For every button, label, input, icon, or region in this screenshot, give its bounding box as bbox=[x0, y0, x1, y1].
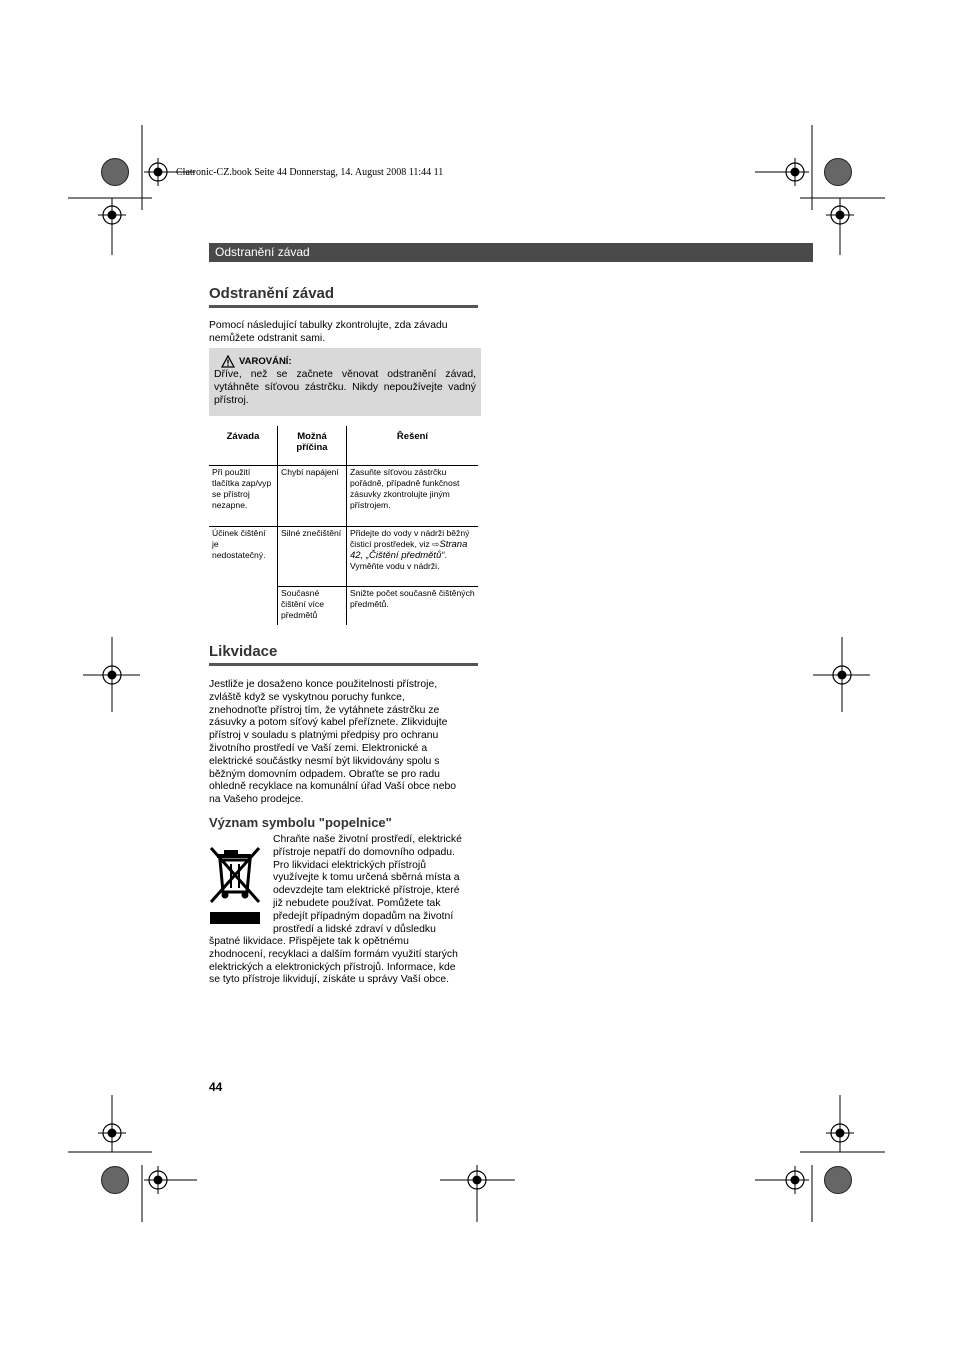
section-bar: Odstranění závad bbox=[209, 243, 813, 262]
text-line: elektrické součástky nesmí být likvidovány spolu s bbox=[209, 755, 440, 767]
text-line: na Vašeho prodejce. bbox=[209, 794, 304, 806]
col-header-cause: Možná příčina bbox=[278, 426, 347, 466]
text-line: zhodnocení, recyklaci a dalším formám využití starých bbox=[209, 948, 458, 960]
troubleshooting-table bbox=[209, 426, 478, 625]
symbol-heading: Význam symbolu "popelnice" bbox=[209, 815, 392, 830]
crossed-out-bin-icon bbox=[209, 844, 263, 926]
text-line: se tyto přístroje likvidují, získáte u správy Vaší obce. bbox=[209, 974, 450, 986]
text-line: předejít případným dopadům na životní bbox=[273, 910, 454, 922]
text-line: Pro likvidaci elektrických přístrojů bbox=[273, 859, 427, 871]
troubleshooting-intro: Pomocí následující tabulky zkontrolujte, zda závadu nemůžete odstranit sami. bbox=[209, 320, 448, 344]
cross-reference[interactable]: Strana 42, „Čištění předmětů“ bbox=[350, 539, 468, 561]
table-row bbox=[209, 527, 478, 587]
text-line: Jestliže je dosaženo konce použitelnosti přístroje, bbox=[209, 679, 438, 690]
text-line: špatné likvidace. Přispějete tak k opětnému bbox=[209, 936, 409, 947]
troubleshooting-heading: Odstranění závad bbox=[209, 285, 478, 308]
warning-title: VAROVÁNÍ: bbox=[239, 356, 292, 367]
page-number: 44 bbox=[209, 1080, 223, 1094]
cell-cause: Současné čištění více předmětů bbox=[278, 587, 347, 625]
cell-solution: Snižte počet současně čištěných předmětů. bbox=[347, 587, 479, 625]
table-header-row bbox=[209, 426, 478, 466]
solution-text: Přidejte do vody v nádrži běžný čisticí prostředek, viz bbox=[350, 528, 470, 549]
text-line: běžným domovním odpadem. Obraťte se pro radu bbox=[209, 768, 440, 780]
text-line: přístroje nepatří do domovního odpadu. bbox=[273, 846, 455, 858]
text-line: přístroj v souladu s platnými předpisy pro ochranu bbox=[209, 730, 439, 742]
cell-solution: Zasuňte síťovou zástrčku pořádně, případně funkčnost zásuvky zkontrolujte jiným přístrojem. bbox=[347, 466, 479, 527]
disposal-heading: Likvidace bbox=[209, 643, 478, 666]
symbol-text-right bbox=[273, 834, 483, 936]
text-line: využívejte k tomu určená sběrná místa a bbox=[273, 872, 460, 884]
disposal-text bbox=[209, 679, 489, 807]
cross-reference-arrow-icon: ⇨ bbox=[432, 539, 440, 549]
warning-box bbox=[209, 348, 481, 416]
solution-text-end: . Vyměňte vodu v nádrži. bbox=[350, 550, 447, 571]
text-line: Chraňte naše životní prostředí, elektrické bbox=[273, 834, 462, 845]
text-line: odevzdejte tam elektrické přístroje, které bbox=[273, 885, 460, 897]
warning-triangle-icon bbox=[221, 355, 235, 368]
print-header: Clatronic-CZ.book Seite 44 Donnerstag, 14. August 2008 11:44 11 bbox=[176, 167, 444, 178]
table-row bbox=[209, 466, 478, 527]
text-line: již nebudete používat. Pomůžete tak bbox=[273, 897, 441, 909]
col-header-solution: Řešení bbox=[347, 426, 479, 466]
text-line: prostředí a lidské zdraví v důsledku bbox=[273, 923, 436, 935]
text-line: životního prostředí ve Vaší zemi. Elektronické a bbox=[209, 742, 428, 754]
warning-text: Dříve, než se začnete věnovat odstranění závad, vytáhněte síťovou zástrčku. Nikdy nepoužívejte vadný přístroj. bbox=[214, 369, 476, 406]
text-line: zvláště když se vyskytnou poruchy funkce, bbox=[209, 691, 405, 703]
cell-cause: Silné znečištění bbox=[278, 527, 347, 587]
cell-cause: Chybí napájení bbox=[278, 466, 347, 527]
symbol-text-full bbox=[209, 936, 489, 987]
col-header-fault: Závada bbox=[209, 426, 278, 466]
text-line: zásuvky a potom síťový kabel přeříznete. Zlikvidujte bbox=[209, 717, 448, 729]
warning-title-row bbox=[221, 355, 476, 368]
cell-fault: Při použití tlačítka zap/vyp se přístroj nezapne. bbox=[212, 467, 272, 510]
text-line: ohledně recyklace na komunální úřad Vaší obce nebo bbox=[209, 781, 457, 793]
text-line: znehodnoťte přístroj tím, že vytáhnete zástrčku ze bbox=[209, 704, 440, 716]
cell-solution bbox=[347, 527, 479, 587]
text-line: elektrických a elektronických přístrojů. Informace, kde bbox=[209, 961, 456, 973]
cell-fault: Účinek čištění je nedostatečný. bbox=[209, 527, 278, 625]
